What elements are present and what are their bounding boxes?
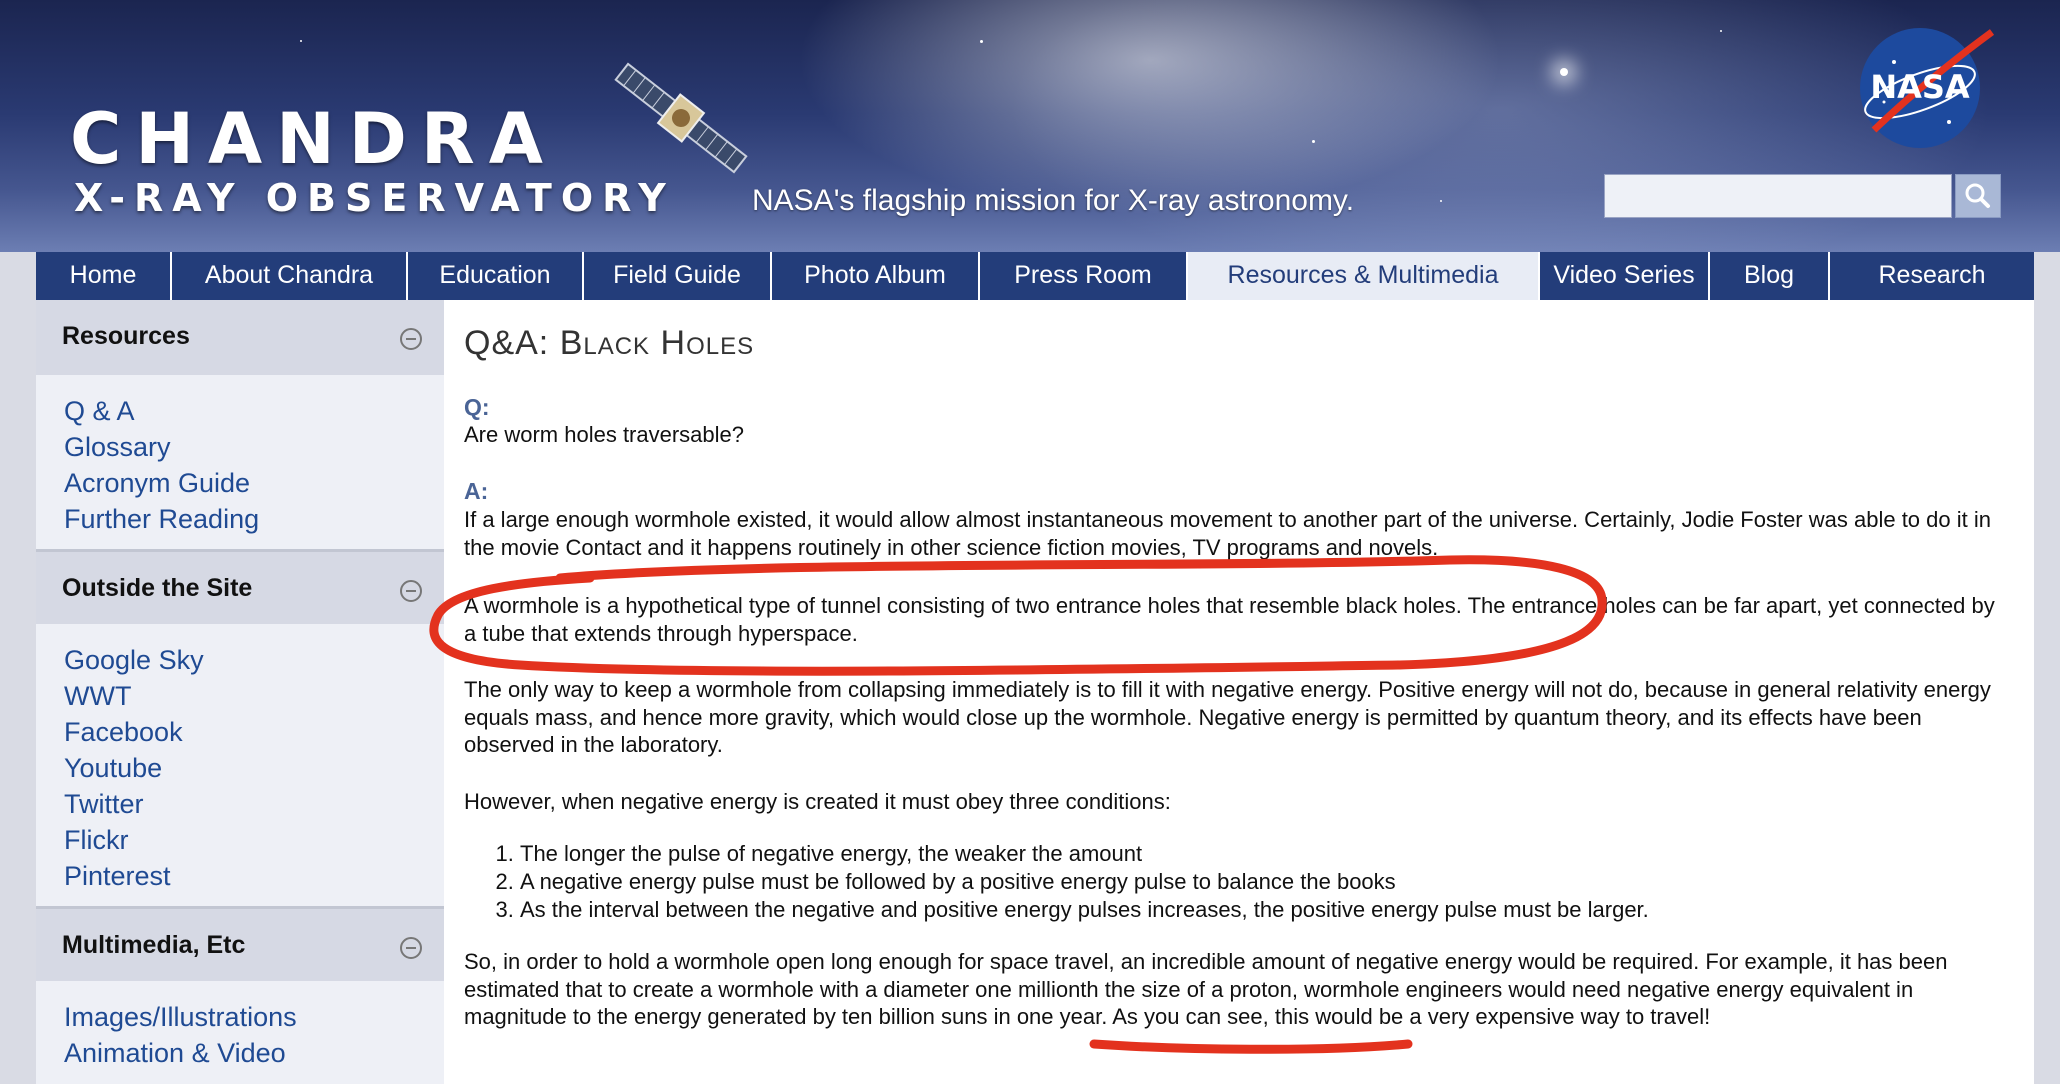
nasa-logo-text: NASA bbox=[1870, 68, 1970, 106]
sidebar bbox=[36, 300, 444, 1084]
site-logo-subtitle[interactable]: X-RAY OBSERVATORY bbox=[74, 176, 675, 220]
nav-blog[interactable]: Blog bbox=[1710, 252, 1830, 300]
sidebar-link-glossary[interactable]: Glossary bbox=[64, 432, 171, 462]
list-item: 2. A negative energy pulse must be followed by a positive energy pulse to balance the books bbox=[520, 868, 2009, 896]
nav-education[interactable]: Education bbox=[408, 252, 584, 300]
answer-paragraph: So, in order to hold a wormhole open long enough for space travel, an incredible amount of negative energy would be required. For example, it has been estimated that to create a wormhole with a diameter one millionth the size of a proton, wormhole engineers would need negative energy equivalent in magnitude to the energy generated by ten billion suns in one year. As you can see, this would be a very expensive way to travel! bbox=[464, 949, 1948, 1029]
magnifier-icon bbox=[1956, 175, 2000, 217]
nav-about-chandra[interactable]: About Chandra bbox=[172, 252, 408, 300]
sidebar-link-acronym-guide[interactable]: Acronym Guide bbox=[64, 468, 251, 498]
sidebar-link-google-sky[interactable]: Google Sky bbox=[64, 645, 204, 675]
page-title: Q&A: Black Holes bbox=[464, 324, 755, 362]
nasa-logo[interactable] bbox=[1854, 22, 1994, 152]
site-header bbox=[0, 0, 2060, 252]
sidebar-link-pinterest[interactable]: Pinterest bbox=[64, 861, 171, 891]
sidebar-section-title: Multimedia, Etc bbox=[62, 931, 246, 959]
sidebar-link-youtube[interactable]: Youtube bbox=[64, 753, 163, 783]
search-input[interactable] bbox=[1604, 174, 1952, 218]
answer-paragraph: If a large enough wormhole existed, it would allow almost instantaneous movement to another part of the universe. Certainly, Jodie Foster was able to do it in the movie Contact and it happens routinely in other science fiction movies, TV programs and novels. bbox=[464, 507, 1991, 560]
sidebar-link-twitter[interactable]: Twitter bbox=[64, 789, 144, 819]
nav-research[interactable]: Research bbox=[1878, 261, 1986, 289]
sidebar-link-animation-video[interactable]: Animation & Video bbox=[64, 1038, 286, 1068]
search-button[interactable] bbox=[1955, 174, 2001, 218]
sidebar-link-flickr[interactable]: Flickr bbox=[64, 825, 129, 855]
collapse-icon[interactable] bbox=[400, 328, 422, 350]
nav-field-guide[interactable]: Field Guide bbox=[584, 252, 772, 300]
nav-video-series[interactable]: Video Series bbox=[1540, 252, 1710, 300]
list-item: 1. The longer the pulse of negative energy, the weaker the amount bbox=[520, 840, 2009, 868]
site-tagline: NASA's flagship mission for X-ray astronomy. bbox=[752, 184, 1355, 217]
sidebar-link-wwt[interactable]: WWT bbox=[64, 681, 132, 711]
question-text: Are worm holes traversable? bbox=[464, 422, 745, 447]
main-content bbox=[444, 300, 2034, 1084]
answer-paragraph: However, when negative energy is created it must obey three conditions: bbox=[464, 789, 1171, 814]
sidebar-section-title: Outside the Site bbox=[62, 574, 253, 602]
question-label: Q: bbox=[464, 394, 490, 420]
nav-home[interactable]: Home bbox=[36, 252, 172, 300]
sidebar-link-qa[interactable]: Q & A bbox=[64, 396, 135, 426]
list-item: 3. As the interval between the negative and positive energy pulses increases, the positive energy pulse must be larger. bbox=[520, 896, 2009, 924]
main-nav bbox=[36, 252, 2034, 300]
sidebar-link-facebook[interactable]: Facebook bbox=[64, 717, 183, 747]
answer-paragraph: A wormhole is a hypothetical type of tunnel consisting of two entrance holes that resemble black holes. The entrance holes can be far apart, yet connected by a tube that extends through hyperspace. bbox=[464, 593, 1995, 646]
nav-photo-album[interactable]: Photo Album bbox=[772, 252, 980, 300]
sidebar-link-images-illustrations[interactable]: Images/Illustrations bbox=[64, 1002, 297, 1032]
satellite-icon bbox=[596, 42, 766, 194]
answer-paragraph: The only way to keep a wormhole from collapsing immediately is to fill it with negative energy. Positive energy will not do, because in general relativity energy equals mass, and hence more gravity, which would close up the wormhole. Negative energy is permitted by quantum theory, and its effects have been observed in the laboratory. bbox=[464, 677, 1991, 757]
collapse-icon[interactable] bbox=[400, 937, 422, 959]
sidebar-section-outside-site[interactable] bbox=[36, 549, 444, 624]
nav-press-room[interactable]: Press Room bbox=[980, 252, 1188, 300]
sidebar-link-further-reading[interactable]: Further Reading bbox=[64, 504, 260, 534]
site-logo-title[interactable]: CHANDRA bbox=[70, 98, 557, 180]
answer-label: A: bbox=[464, 478, 489, 504]
sidebar-section-title: Resources bbox=[62, 322, 190, 350]
nav-resources-multimedia[interactable]: Resources & Multimedia bbox=[1188, 252, 1540, 300]
sidebar-section-resources[interactable] bbox=[36, 300, 444, 375]
collapse-icon[interactable] bbox=[400, 580, 422, 602]
sidebar-section-multimedia[interactable] bbox=[36, 906, 444, 981]
conditions-list bbox=[464, 840, 2009, 924]
